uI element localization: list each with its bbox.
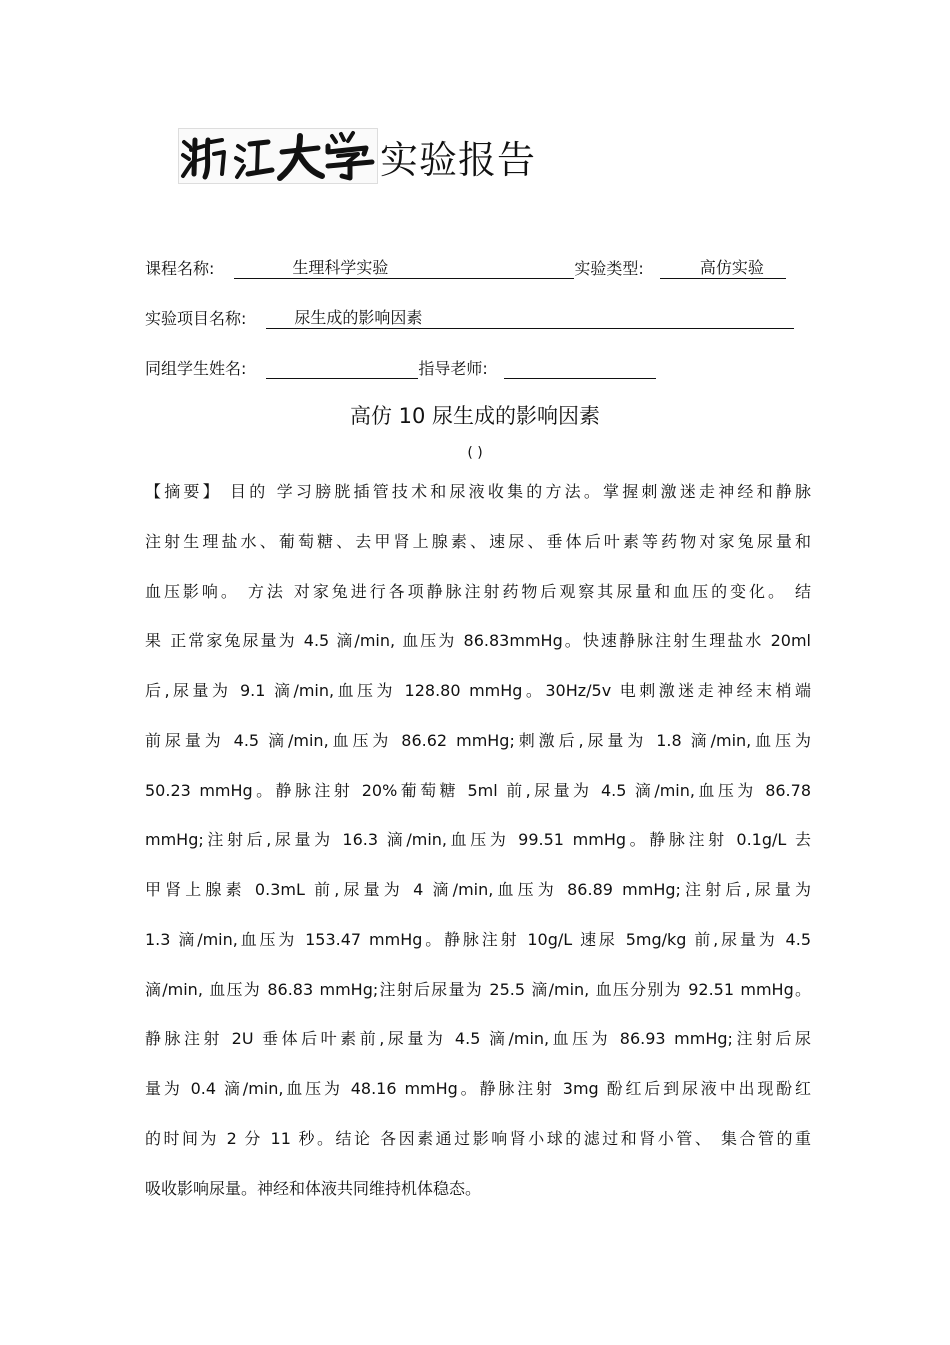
abstract-line: 滴/min, 血压为 86.83 mmHg;注射后尿量为 25.5 滴/min, 血压分别为 92.51 mmHg。 xyxy=(145,979,811,999)
university-logo-calligraphy xyxy=(178,128,378,184)
abstract-line: 前尿量为 4.5 滴/min,血压为 86.62 mmHg;刺激后,尿量为 1.8 滴/min,血压为 xyxy=(145,730,811,750)
abstract-line: 量为 0.4 滴/min,血压为 48.16 mmHg。静脉注射 3mg 酚红后到尿液中出现酚红 xyxy=(145,1079,811,1098)
teacher-value xyxy=(504,357,656,379)
abstract-line: 1.3 滴/min,血压为 153.47 mmHg。静脉注射 10g/L 速尿 5mg/kg 前,尿量为 4.5 xyxy=(145,929,811,949)
report-title: 实验报告 xyxy=(380,138,537,182)
abstract-line: 后,尿量为 9.1 滴/min,血压为 128.80 mmHg。30Hz/5v 电刺激迷走神经末梢端 xyxy=(145,681,811,700)
group-members-value xyxy=(266,357,418,379)
author-placeholder-parens: ( ) xyxy=(467,445,483,461)
teacher-label: 指导老师: xyxy=(418,359,488,378)
abstract-line: 血压影响。 方法 对家兔进行各项静脉注射药物后观察其尿量和血压的变化。 结 xyxy=(145,581,811,601)
project-value: 尿生成的影响因素 xyxy=(266,307,794,329)
group-members-label: 同组学生姓名: xyxy=(145,359,247,378)
abstract-line: 注射生理盐水、葡萄糖、去甲肾上腺素、速尿、垂体后叶素等药物对家兔尿量和 xyxy=(145,531,811,551)
experiment-type-label: 实验类型: xyxy=(574,259,644,278)
abstract-body xyxy=(145,478,811,1224)
abstract-line: 果 正常家兔尿量为 4.5 滴/min, 血压为 86.83mmHg。快速静脉注射生理盐水 20ml xyxy=(145,631,811,651)
course-value: 生理科学实验 xyxy=(234,257,574,279)
abstract-line: 甲肾上腺素 0.3mL 前,尿量为 4 滴/min,血压为 86.89 mmHg;注射后,尿量为 xyxy=(145,880,811,899)
abstract-line: mmHg;注射后,尿量为 16.3 滴/min,血压为 99.51 mmHg。静脉注射 0.1g/L 去 xyxy=(145,830,811,850)
document-heading: 高仿 10 尿生成的影响因素 xyxy=(349,404,601,428)
experiment-type-value: 高仿实验 xyxy=(660,257,786,279)
project-row xyxy=(145,303,794,329)
abstract-line: 的时间为 2 分 11 秒。结论 各因素通过影响肾小球的滤过和肾小管、 集合管的重 xyxy=(145,1128,811,1148)
project-label: 实验项目名称: xyxy=(145,309,247,328)
course-label: 课程名称: xyxy=(145,259,215,278)
abstract-line: 【摘要】 目的 学习膀胱插管技术和尿液收集的方法。掌握刺激迷走神经和静脉 xyxy=(145,482,811,501)
abstract-line: 静脉注射 2U 垂体后叶素前,尿量为 4.5 滴/min,血压为 86.93 mmHg;注射后尿 xyxy=(145,1029,811,1049)
abstract-line: 吸收影响尿量。神经和体液共同维持机体稳态。 xyxy=(145,1178,482,1198)
abstract-line: 50.23 mmHg。静脉注射 20%葡萄糖 5ml 前,尿量为 4.5 滴/min,血压为 86.78 xyxy=(145,780,811,800)
group-row xyxy=(145,353,656,379)
course-row xyxy=(145,253,786,279)
report-header xyxy=(178,124,536,184)
